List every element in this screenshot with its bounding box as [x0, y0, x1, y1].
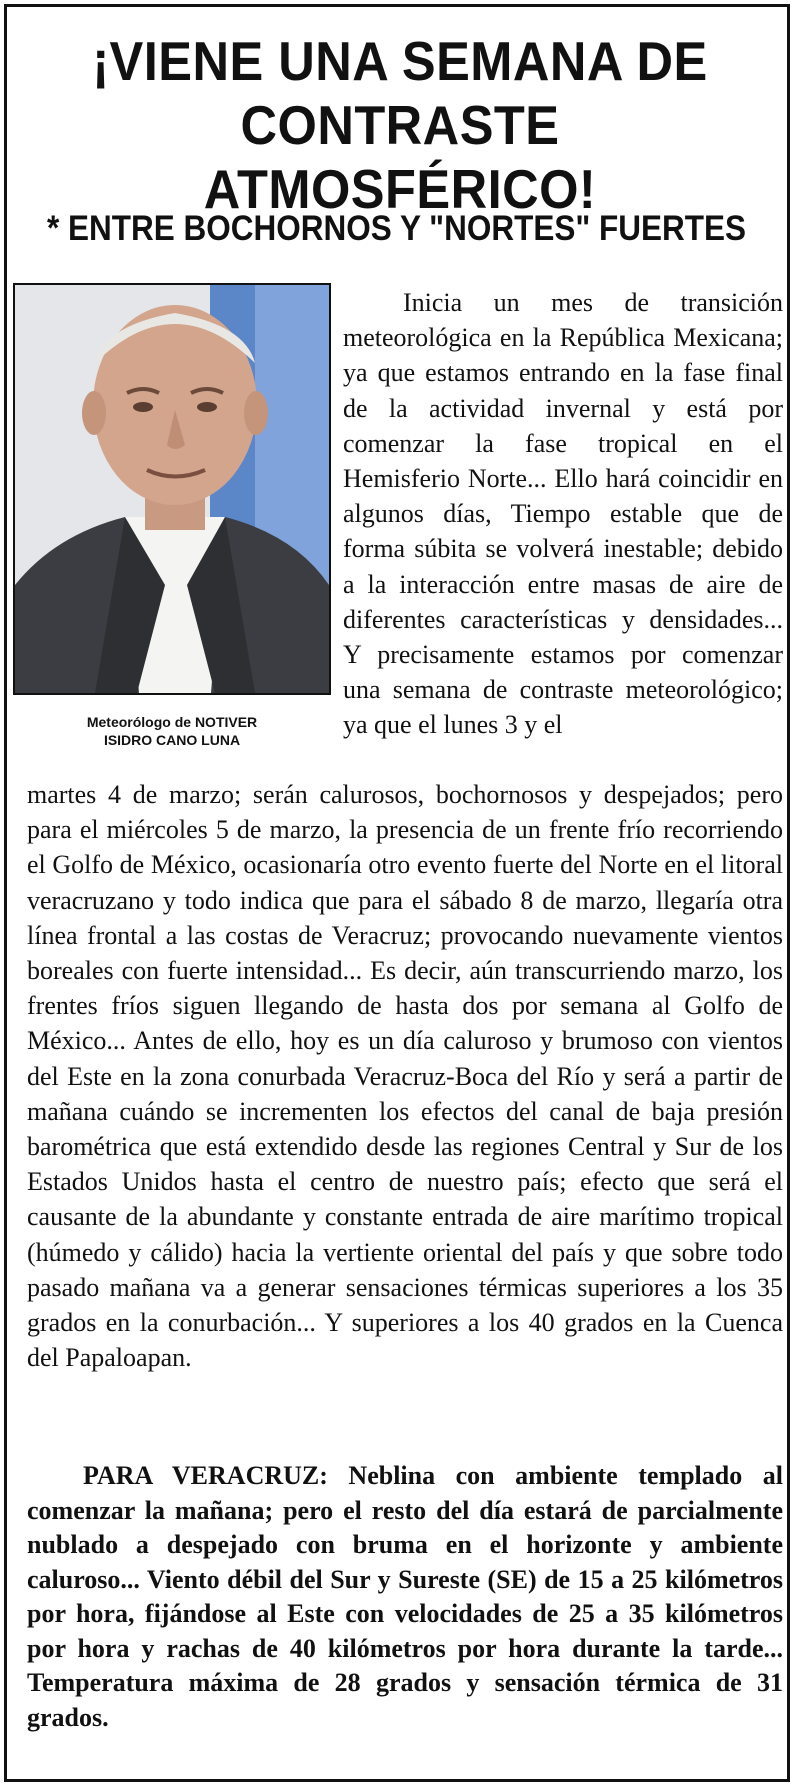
article-body-continued: martes 4 de marzo; serán calurosos, bochornosos y despejados; pero para el miércoles 5 de marzo, la presencia de un frente frío recorriendo el Golfo de México, ocasionaría otro evento fuerte del Norte en el litoral veracruzano y todo indica que para el sábado 8 de marzo, llegaría otra línea frontal a las costas de Veracruz; provocando nuevamente vientos boreales con fuerte intensidad... Es decir, aún transcurriendo marzo, los frentes fríos siguen llegando de hasta dos por semana al Golfo de México... Antes de ello, hoy es un día caluroso y brumoso con vientos del Este en la zona conurbada Veracruz-Boca del Río y será a partir de mañana cuándo se incrementen los efectos del canal de baja presión barométrica que está extendido desde las regiones Central y Sur de los Estados Unidos hasta el centro de nuestro país; efecto que será el causante de la abundante y constante entrada de aire marítimo tropical (húmedo y cálido) hacia la vertiente oriental del país y que sobre todo pasado mañana va a generar sensaciones térmicas superiores a los 35 grados en la conurbación... Y superiores a los 40 grados en la Cuenca del Papaloapan. — [27, 780, 783, 1373]
forecast-paragraph — [27, 1459, 783, 1735]
article-body-intro — [343, 285, 783, 743]
photo-caption-line-1: Meteorólogo de NOTIVER — [86, 714, 258, 730]
photo-caption-line-2: ISIDRO CANO LUNA — [103, 732, 241, 748]
meteorologist-photo — [13, 283, 331, 695]
headline-line-1: ¡VIENE UNA SEMANA DE — [92, 30, 708, 92]
headline — [38, 29, 761, 221]
forecast-text: PARA VERACRUZ: Neblina con ambiente templado al comenzar la mañana; pero el resto del día estará de parcialmente nublado a despejado con bruma en el horizonte y ambiente caluroso... Viento débil del Sur y Sureste (SE) de 15 a 25 kilómetros por hora, fijándose al Este con velocidades de 25 a 35 kilómetros por hora y rachas de 40 kilómetros por hora durante la tarde... Temperatura máxima de 28 grados y sensación térmica de 31 grados. — [27, 1461, 783, 1732]
headline-line-2: CONTRASTE ATMOSFÉRICO! — [203, 94, 597, 220]
article-body-intro-text: Inicia un mes de transición meteorológica en la República Mexicana; ya que estamos entrando en la fase final de la actividad invernal y está por comenzar la fase tropical en el Hemisferio Norte... Ello hará coincidir en algunos días, Tiempo estable que de forma súbita se volverá inestable; debido a la interacción entre masas de aire de diferentes características y densidades... Y precisamente estamos por comenzar una semana de contraste meteorológico; ya que el lunes 3 y el — [343, 288, 783, 740]
photo-caption — [27, 713, 317, 749]
article-frame — [4, 4, 790, 1782]
subheadline: * ENTRE BOCHORNOS Y "NORTES" FUERTES — [47, 209, 747, 248]
